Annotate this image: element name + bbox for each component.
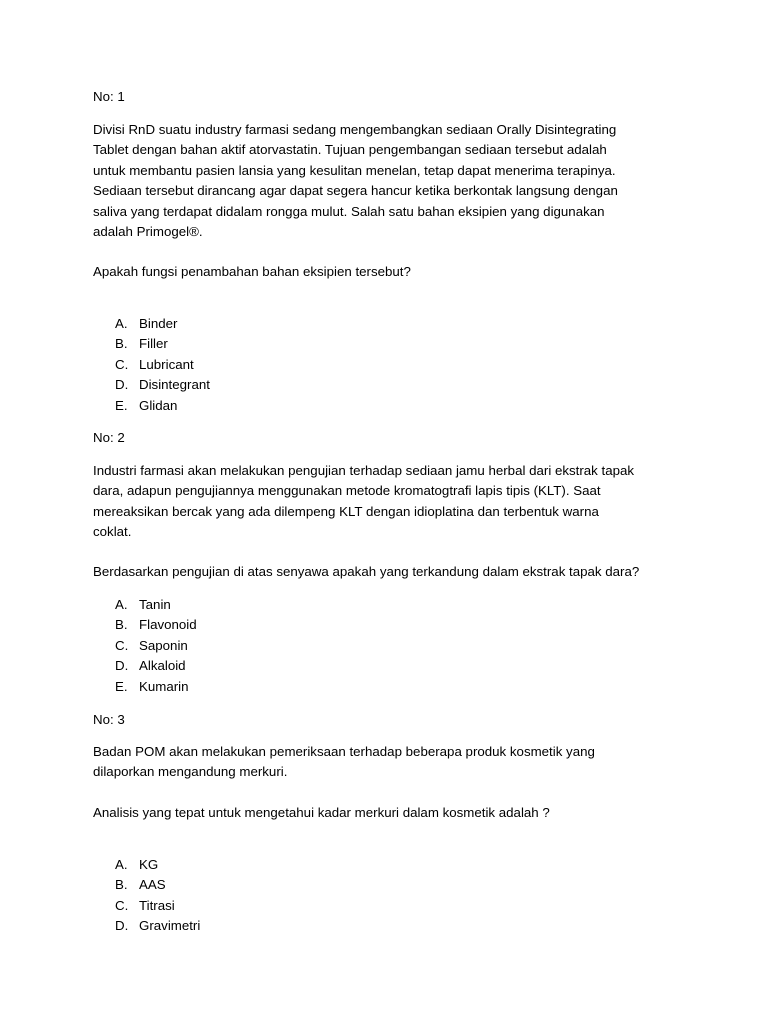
option-item [115,916,515,936]
question-1-options [115,314,515,416]
question-text: Apakah fungsi penambahan bahan eksipien tersebut? [93,264,411,279]
question-3-prompt [93,803,693,823]
question-2-options [115,595,515,697]
question-3-number [93,710,693,730]
option-text: Binder [139,316,178,331]
option-text: Gravimetri [139,918,201,934]
option-item [115,896,515,916]
option-text: Glidan [139,397,178,413]
question-3-stem [93,742,693,783]
question-number: No: 1 [93,89,125,104]
option-text: Disintegrant [139,377,210,393]
option-item [115,355,515,375]
question-1-stem [93,120,693,242]
option-letter: D. [115,377,129,393]
question-2-stem [93,461,693,543]
option-item [115,636,515,656]
option-letter: C. [115,897,129,913]
option-text: Alkaloid [139,658,186,674]
option-text: Saponin [139,637,188,653]
stem-line: coklat. [93,524,132,540]
option-letter: E. [115,397,128,413]
stem-line: adalah Primogel®. [93,223,203,239]
option-item [115,855,515,875]
option-text: Filler [139,336,168,352]
question-1-number [93,87,693,107]
option-item [115,314,515,334]
option-item [115,656,515,676]
question-1-prompt [93,262,693,282]
option-item [115,595,515,615]
stem-line: Tablet dengan bahan aktif atorvastatin. Tujuan pengembangan sediaan tersebut adalah [93,142,607,158]
question-2-number [93,428,693,448]
option-item [115,875,515,895]
option-item [115,334,515,354]
stem-line: Badan POM akan melakukan pemeriksaan terhadap beberapa produk kosmetik yang [93,744,595,759]
option-text: Titrasi [139,897,175,913]
option-text: Lubricant [139,356,194,372]
option-text: KG [139,857,159,872]
question-text: Berdasarkan pengujian di atas senyawa apakah yang terkandung dalam ekstrak tapak dara? [93,564,640,579]
option-item [115,615,515,635]
question-number: No: 3 [93,712,125,727]
option-letter: D. [115,918,129,934]
option-text: Kumarin [139,678,189,694]
option-item [115,396,515,416]
option-item [115,677,515,697]
stem-line: saliva yang terdapat didalam rongga mulut. Salah satu bahan eksipien yang digunakan [93,203,605,219]
option-letter: C. [115,637,129,653]
question-2-prompt [93,562,693,582]
option-letter: D. [115,658,129,674]
stem-line: Divisi RnD suatu industry farmasi sedang mengembangkan sediaan Orally Disintegrating [93,122,617,137]
option-letter: B. [115,617,128,633]
option-letter: A. [115,857,128,872]
stem-line: Industri farmasi akan melakukan pengujian terhadap sediaan jamu herbal dari ekstrak tapak [93,463,635,478]
stem-line: untuk membantu pasien lansia yang kesulitan menelan, tetap dapat menerima terapinya. [93,162,616,178]
option-letter: C. [115,356,129,372]
option-letter: B. [115,877,128,893]
option-text: Flavonoid [139,617,197,633]
question-text: Analisis yang tepat untuk mengetahui kadar merkuri dalam kosmetik adalah ? [93,805,550,820]
option-text: Tanin [139,597,171,612]
question-number: No: 2 [93,430,125,445]
stem-line: Sediaan tersebut dirancang agar dapat segera hancur ketika berkontak langsung dengan [93,183,618,199]
question-3-options [115,855,515,937]
option-letter: A. [115,316,128,331]
option-letter: A. [115,597,128,612]
stem-line: dilaporkan mengandung merkuri. [93,764,288,780]
stem-line: mereaksikan bercak yang ada dilempeng KLT dengan idioplatina dan terbentuk warna [93,503,599,519]
stem-line: dara, adapun pengujiannya menggunakan metode kromatogtrafi lapis tipis (KLT). Saat [93,483,601,499]
option-item [115,375,515,395]
option-letter: E. [115,678,128,694]
option-text: AAS [139,877,166,893]
option-letter: B. [115,336,128,352]
